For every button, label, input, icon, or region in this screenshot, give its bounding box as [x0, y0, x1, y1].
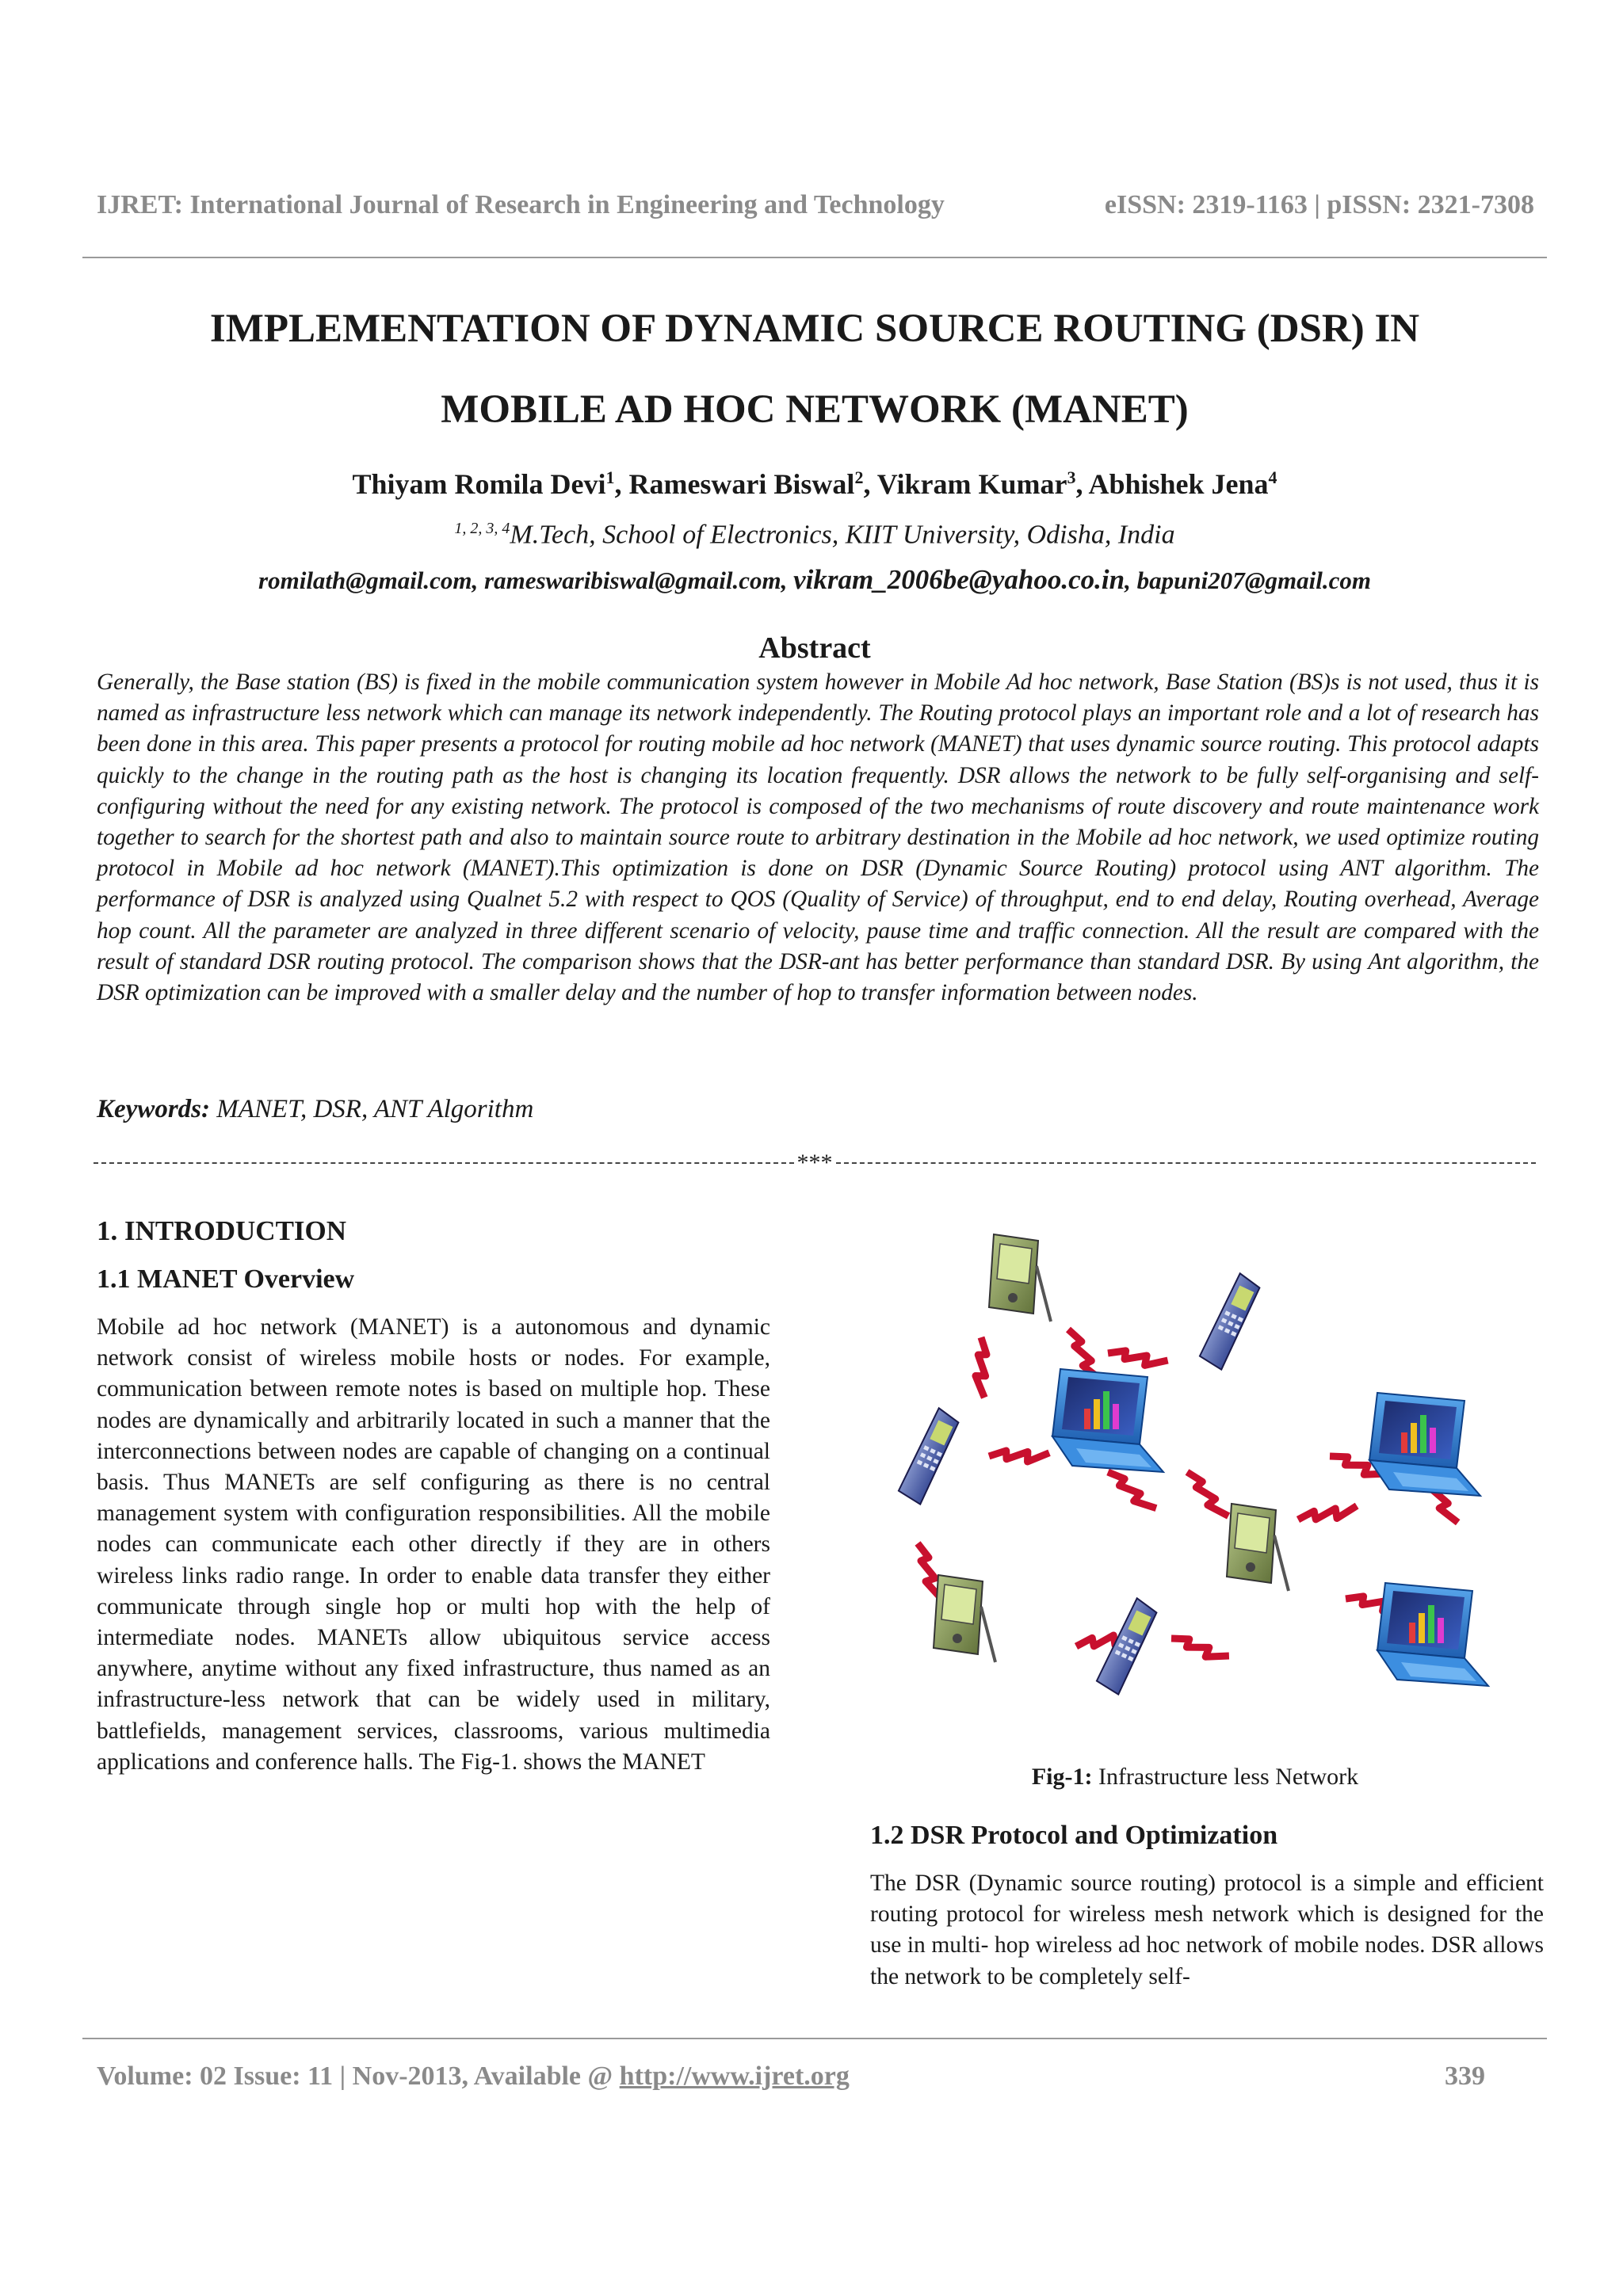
subsection-1-2-heading: 1.2 DSR Protocol and Optimization: [870, 1821, 1278, 1850]
subsection-1-1-heading: 1.1 MANET Overview: [97, 1264, 355, 1294]
author-3: Vikram Kumar: [876, 468, 1067, 500]
author-1-sup: 1: [605, 467, 615, 487]
subsection-1-2-body: The DSR (Dynamic source routing) protocol is a simple and efficient routing protocol for wireless mesh network which is designed for the use in multi- hop wireless ad hoc network of mobile nodes. DSR allows the network to be completely self-: [870, 1871, 1544, 1989]
footer-rule: [82, 2038, 1547, 2039]
keywords: [97, 1095, 533, 1124]
keywords-label: Keywords:: [97, 1095, 210, 1123]
author-4: Abhishek Jena: [1088, 468, 1269, 500]
abstract-body: Generally, the Base station (BS) is fixed in the mobile communication system however in Mobile Ad hoc network, Base Station (BS)s is not used, thus it is named as infrastructure less network which can manage its network independently. The Routing protocol plays an important role and a lot of research has been done in this area. This paper presents a protocol for routing mobile ad hoc network (MANET) that uses dynamic source routing. This protocol adapts quickly to the change in the routing path as the host is changing its location frequently. DSR allows the network to be fully self-organising and self-configuring without the need for any existing network. The protocol is composed of the two mechanisms of route discovery and route maintenance work together to search for the shortest path and also to maintain source route to arbitrary destination in the Mobile ad hoc network, we used optimize routing protocol in Mobile ad hoc network (MANET).This optimization is done on DSR (Dynamic Source Routing) protocol using ANT algorithm. The performance of DSR is analyzed using Qualnet 5.2 with respect to QOS (Quality of Service) of throughput, end to end delay, Routing overhead, Average hop count. All the parameter are analyzed in three different scenario of velocity, pause time and traffic connection. All the result are compared with the result of standard DSR routing protocol. The comparison shows that the DSR-ant has better performance than standard DSR. By using Ant algorithm, the DSR optimization can be improved with a smaller delay and the number of hop to transfer information between nodes.: [97, 669, 1539, 1006]
subsection-1-1-body: Mobile ad hoc network (MANET) is a autonomous and dynamic network consist of wireless mobile hosts or nodes. For example, communication between remote notes is based on multiple hop. These nodes are dynamically and arbitrarily located in such a manner that the interconnections between nodes are capable of changing on a continual basis. Thus MANETs are self configuring as there is no central management system with configuration responsibilities. All the mobile nodes can communicate each other directly if they are in others wireless links radio range. In order to enable data transfer they either communicate through single hop or multi hop with the help of intermediate nodes. MANETs allow ubiquitous service access anywhere, anytime without any fixed infrastructure, thus named as an infrastructure-less network that can be widely used in military, battlefields, management services, classrooms, various multimedia applications and conference halls. The Fig-1. shows the MANET: [97, 1314, 770, 1775]
separator-dash-left: [94, 1162, 794, 1164]
header-rule: [82, 257, 1547, 258]
page-footer: [97, 2061, 1485, 2092]
affiliation: [82, 520, 1547, 550]
figure-1-caption: [870, 1764, 1520, 1791]
footer-volume: Volume: 02 Issue: 11 | Nov-2013, Available @: [97, 2061, 620, 2091]
affiliation-text: M.Tech, School of Electronics, KIIT University, Odisha, India: [510, 520, 1175, 550]
author-4-sup: 4: [1268, 467, 1277, 487]
section-separator: [94, 1147, 1536, 1179]
author-emails: romilath@gmail.com, rameswaribiswal@gmail.com, vikram_2006be@yahoo.co.in, bapuni207@gmail.com: [258, 564, 1371, 595]
title-line-2: MOBILE AD HOC NETWORK (MANET): [441, 387, 1189, 432]
author-3-sup: 3: [1067, 467, 1076, 487]
page-number: 339: [1445, 2061, 1485, 2091]
separator-dash-right: [836, 1162, 1537, 1164]
figure-caption-text: Infrastructure less Network: [1092, 1764, 1359, 1790]
issn: eISSN: 2319-1163 | pISSN: 2321-7308: [1104, 190, 1534, 219]
journal-link[interactable]: http://www.ijret.org: [619, 2061, 850, 2091]
figure-1: [870, 1211, 1520, 1743]
journal-header: [97, 190, 1534, 220]
journal-name: IJRET: International Journal of Research in Engineering and Technology: [97, 190, 945, 219]
author-2-sup: 2: [854, 467, 864, 487]
author-1: Thiyam Romila Devi: [352, 468, 606, 500]
figure-label: Fig-1:: [1031, 1764, 1093, 1790]
keywords-value: MANET, DSR, ANT Algorithm: [210, 1095, 534, 1123]
email-1[interactable]: romilath@gmail.com: [258, 566, 472, 594]
manet-diagram: [870, 1211, 1520, 1743]
email-4[interactable]: bapuni207@gmail.com: [1136, 566, 1371, 594]
abstract-heading: Abstract: [758, 631, 871, 665]
right-column: [870, 1821, 1544, 1993]
author-list: Thiyam Romila Devi$^1$, Rameswari Biswal$^2$, Vikram Kumar$^3$, Abhishek Jena$^4$: [352, 467, 1277, 500]
paper-title: [82, 288, 1547, 450]
intro-heading: 1. INTRODUCTION: [97, 1215, 347, 1246]
separator-stars: ***: [796, 1150, 833, 1176]
email-3[interactable]: vikram_2006be@yahoo.co.in: [793, 564, 1125, 595]
author-2: Rameswari Biswal: [628, 468, 855, 500]
email-2[interactable]: rameswaribiswal@gmail.com: [484, 566, 781, 594]
title-line-1: IMPLEMENTATION OF DYNAMIC SOURCE ROUTING (DSR) IN: [209, 307, 1420, 351]
footer-volume-group: [97, 2061, 850, 2092]
affiliation-sup: 1, 2, 3, 4: [454, 520, 510, 537]
left-column: [97, 1215, 770, 1778]
